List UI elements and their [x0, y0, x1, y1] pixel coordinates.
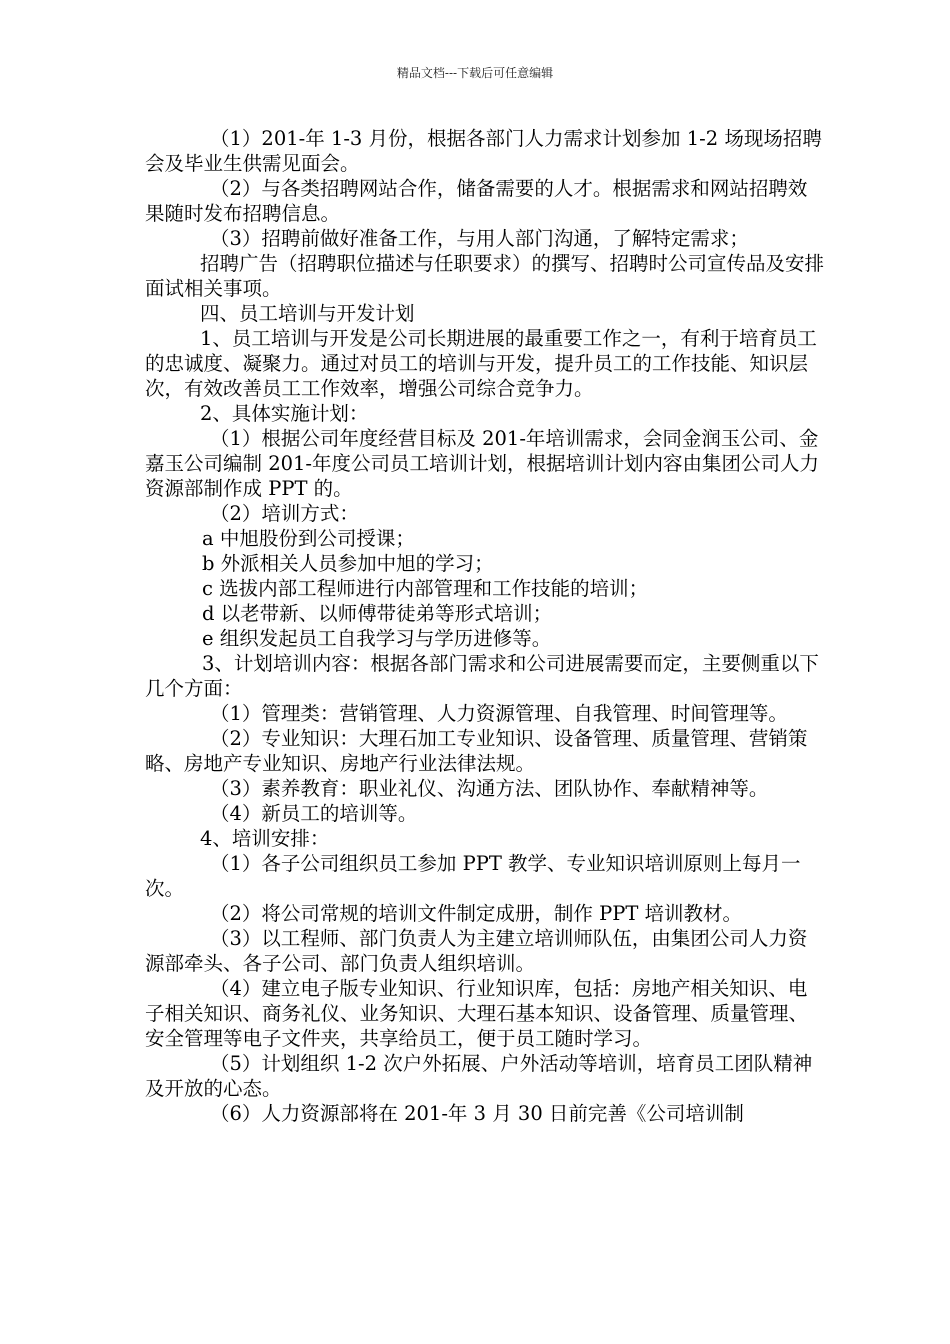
paragraph: 4、培训安排：	[200, 827, 330, 850]
paragraph: （2）培训方式：	[210, 502, 359, 525]
paragraph: e 组织发起员工自我学习与学历进修等。	[202, 627, 552, 650]
paragraph: （4）新员工的培训等。	[210, 802, 418, 825]
paragraph: （3）素养教育：职业礼仪、沟通方法、团队协作、奉献精神等。	[210, 777, 769, 800]
paragraph: （5）计划组织 1-2 次户外拓展、户外活动等培训，培育员工团队精神及开放的心态。	[145, 1052, 813, 1100]
paragraph: 2、具体实施计划：	[200, 402, 369, 425]
paragraph: 招聘广告（招聘职位描述与任职要求）的撰写、招聘时公司宣传品及安排面试相关事项。	[145, 252, 825, 300]
paragraph: （1）根据公司年度经营目标及 201-年培训需求，会同金润玉公司、金嘉玉公司编制 201-年度公司员工培训计划，根据培训计划内容由集团公司人力资源部制作成 PPT 的。	[145, 427, 820, 500]
paragraph: （6）人力资源部将在 201-年 3 月 30 日前完善《公司培训制	[210, 1102, 744, 1125]
paragraph: b 外派相关人员参加中旭的学习；	[202, 552, 494, 575]
paragraph: 1、员工培训与开发是公司长期进展的最重要工作之一，有利于培育员工的忠诚度、凝聚力。通过对员工的培训与开发，提升员工的工作技能、知识层次，有效改善员工工作效率，增强公司综合竞争力。	[145, 327, 817, 400]
paragraph: （4）建立电子版专业知识、行业知识库，包括：房地产相关知识、电子相关知识、商务礼仪、业务知识、大理石基本知识、设备管理、质量管理、安全管理等电子文件夹，共享给员工，便于员工随时学习。	[145, 977, 809, 1050]
paragraph: 四、员工培训与开发计划	[200, 302, 415, 325]
page-header: 精品文档---下载后可任意编辑	[396, 66, 554, 80]
paragraph: （2）专业知识：大理石加工专业知识、设备管理、质量管理、营销策略、房地产专业知识、房地产行业法律法规。	[145, 727, 808, 775]
document-body	[145, 126, 825, 1126]
paragraph: （2）将公司常规的培训文件制定成册，制作 PPT 培训教材。	[210, 902, 743, 925]
paragraph: （1）各子公司组织员工参加 PPT 教学、专业知识培训原则上每月一次。	[145, 852, 801, 900]
paragraph: （1）管理类：营销管理、人力资源管理、自我管理、时间管理等。	[210, 702, 788, 725]
paragraph: （3）招聘前做好准备工作，与用人部门沟通，了解特定需求；	[210, 227, 749, 250]
paragraph: （1）201-年 1-3 月份，根据各部门人力需求计划参加 1-2 场现场招聘会及毕业生供需见面会。	[145, 127, 822, 175]
paragraph: d 以老带新、以师傅带徒弟等形式培训；	[202, 602, 553, 625]
paragraph: 3、计划培训内容：根据各部门需求和公司进展需要而定，主要侧重以下几个方面：	[145, 652, 819, 700]
paragraph: c 选拔内部工程师进行内部管理和工作技能的培训；	[202, 577, 649, 600]
paragraph: a 中旭股份到公司授课；	[202, 527, 415, 550]
paragraph: （3）以工程师、部门负责人为主建立培训师队伍，由集团公司人力资源部牵头、各子公司、部门负责人组织培训。	[145, 927, 808, 975]
paragraph: （2）与各类招聘网站合作，储备需要的人才。根据需求和网站招聘效果随时发布招聘信息。	[145, 177, 808, 225]
